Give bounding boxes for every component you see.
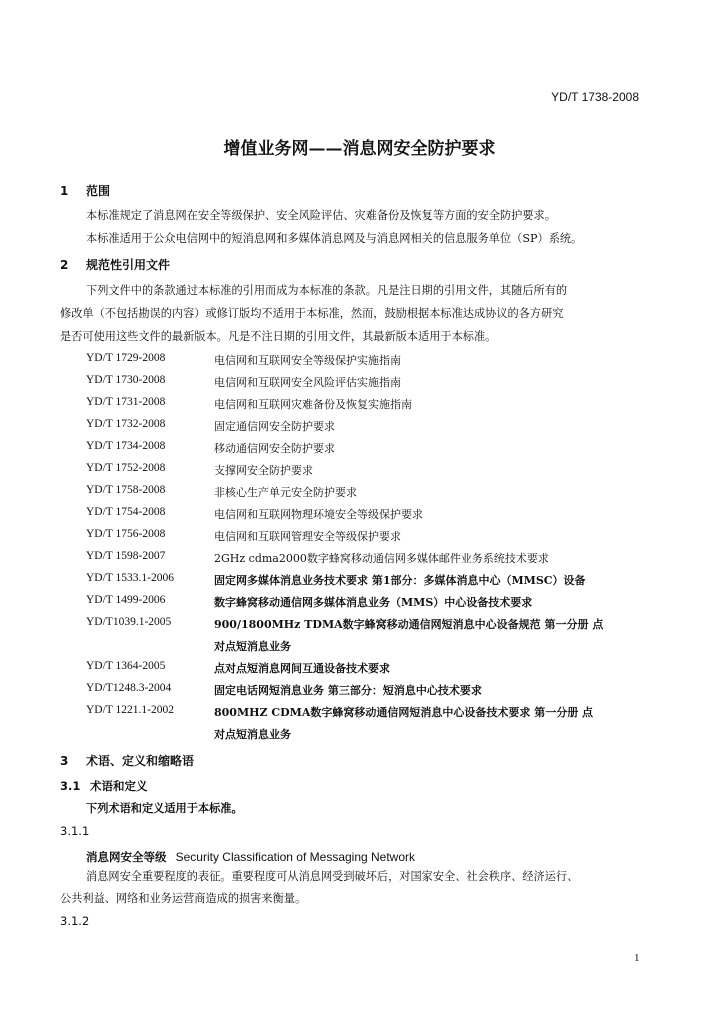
section-title: 范围	[86, 184, 111, 198]
reference-title: 固定通信网安全防护要求	[214, 420, 335, 433]
page-number: 1	[634, 952, 640, 964]
section-title: 规范性引用文件	[86, 258, 171, 272]
reference-title-continuation: 对点短消息业务	[214, 640, 291, 653]
reference-code: YD/T 1731-2008	[86, 396, 166, 408]
reference-title: 数字蜂窝移动通信网多媒体消息业务（MMS）中心设备技术要求	[214, 596, 533, 609]
subsection-title: 术语和定义	[90, 779, 148, 793]
paragraph-line: 修改单（不包括勘误的内容）或修订版均不适用于本标准，然而，鼓励根据本标准达成协议的各方研究	[60, 307, 564, 320]
subsection-3-1-heading	[60, 778, 148, 794]
section-number: 1	[60, 184, 69, 198]
reference-code: YD/T 1734-2008	[86, 440, 166, 452]
paragraph: 本标准适用于公众电信网中的短消息网和多媒体消息网及与消息网相关的信息服务单位（SP）系统。	[86, 232, 583, 245]
reference-title: 固定电话网短消息业务 第三部分：短消息中心技术要求	[214, 684, 482, 697]
paragraph-line: 是否可使用这些文件的最新版本。凡是不注日期的引用文件，其最新版本适用于本标准。	[60, 330, 497, 343]
term-entry	[86, 846, 415, 865]
reference-code: YD/T1039.1-2005	[86, 616, 172, 628]
reference-code: YD/T 1752-2008	[86, 462, 166, 474]
definition-line: 公共利益、网络和业务运营商造成的损害来衡量。	[60, 892, 307, 905]
reference-title: 2GHz cdma2000数字蜂窝移动通信网多媒体邮件业务系统技术要求	[214, 552, 549, 565]
reference-code: YD/T 1533.1-2006	[86, 572, 174, 584]
reference-title: 移动通信网安全防护要求	[214, 442, 335, 455]
term-chinese: 消息网安全等级	[86, 850, 167, 864]
reference-title: 电信网和互联网物理环境安全等级保护要求	[214, 508, 423, 521]
standard-code: YD/T 1738-2008	[551, 90, 639, 104]
reference-title: 支撑网安全防护要求	[214, 464, 313, 477]
reference-title: 电信网和互联网管理安全等级保护要求	[214, 530, 401, 543]
subsection-3-1-1-number: 3.1.1	[60, 824, 90, 838]
reference-title: 固定网多媒体消息业务技术要求 第1部分：多媒体消息中心（MMSC）设备	[214, 574, 586, 587]
paragraph: 本标准规定了消息网在安全等级保护、安全风险评估、灾难备份及恢复等方面的安全防护要求。	[86, 209, 556, 222]
reference-title: 点对点短消息网间互通设备技术要求	[214, 662, 390, 675]
reference-code: YD/T 1754-2008	[86, 506, 166, 518]
reference-code: YD/T 1499-2006	[86, 594, 166, 606]
definition-line: 消息网安全重要程度的表征。重要程度可从消息网受到破坏后，对国家安全、社会秩序、经济运行、	[86, 870, 579, 883]
reference-code: YD/T 1756-2008	[86, 528, 166, 540]
subsection-3-1-2-number: 3.1.2	[60, 914, 90, 928]
reference-code: YD/T 1729-2008	[86, 352, 166, 364]
reference-title-continuation: 对点短消息业务	[214, 728, 291, 741]
section-1-heading	[60, 182, 110, 199]
reference-title: 900/1800MHz TDMA数字蜂窝移动通信网短消息中心设备规范 第一分册 点	[214, 618, 604, 631]
section-title: 术语、定义和缩略语	[86, 754, 195, 768]
section-2-heading	[60, 256, 170, 273]
reference-code: YD/T1248.3-2004	[86, 682, 172, 694]
reference-title: 电信网和互联网安全风险评估实施指南	[214, 376, 401, 389]
section-number: 2	[60, 258, 69, 272]
subsection-number: 3.1	[60, 779, 81, 793]
reference-title: 800MHZ CDMA数字蜂窝移动通信网短消息中心设备技术要求 第一分册 点	[214, 706, 594, 719]
reference-title: 非核心生产单元安全防护要求	[214, 486, 357, 499]
paragraph: 下列术语和定义适用于本标准。	[86, 801, 243, 815]
reference-code: YD/T 1730-2008	[86, 374, 166, 386]
section-3-heading	[60, 752, 194, 769]
reference-title: 电信网和互联网灾难备份及恢复实施指南	[214, 398, 412, 411]
term-english: Security Classification of Messaging Network	[175, 850, 416, 864]
reference-code: YD/T 1364-2005	[86, 660, 166, 672]
reference-code: YD/T 1598-2007	[86, 550, 166, 562]
reference-code: YD/T 1221.1-2002	[86, 704, 174, 716]
reference-code: YD/T 1758-2008	[86, 484, 166, 496]
paragraph-line: 下列文件中的条款通过本标准的引用而成为本标准的条款。凡是注日期的引用文件，其随后所有的	[86, 284, 568, 297]
section-number: 3	[60, 754, 69, 768]
document-title: 增值业务网——消息网安全防护要求	[223, 139, 496, 159]
reference-code: YD/T 1732-2008	[86, 418, 166, 430]
reference-title: 电信网和互联网安全等级保护实施指南	[214, 354, 401, 367]
